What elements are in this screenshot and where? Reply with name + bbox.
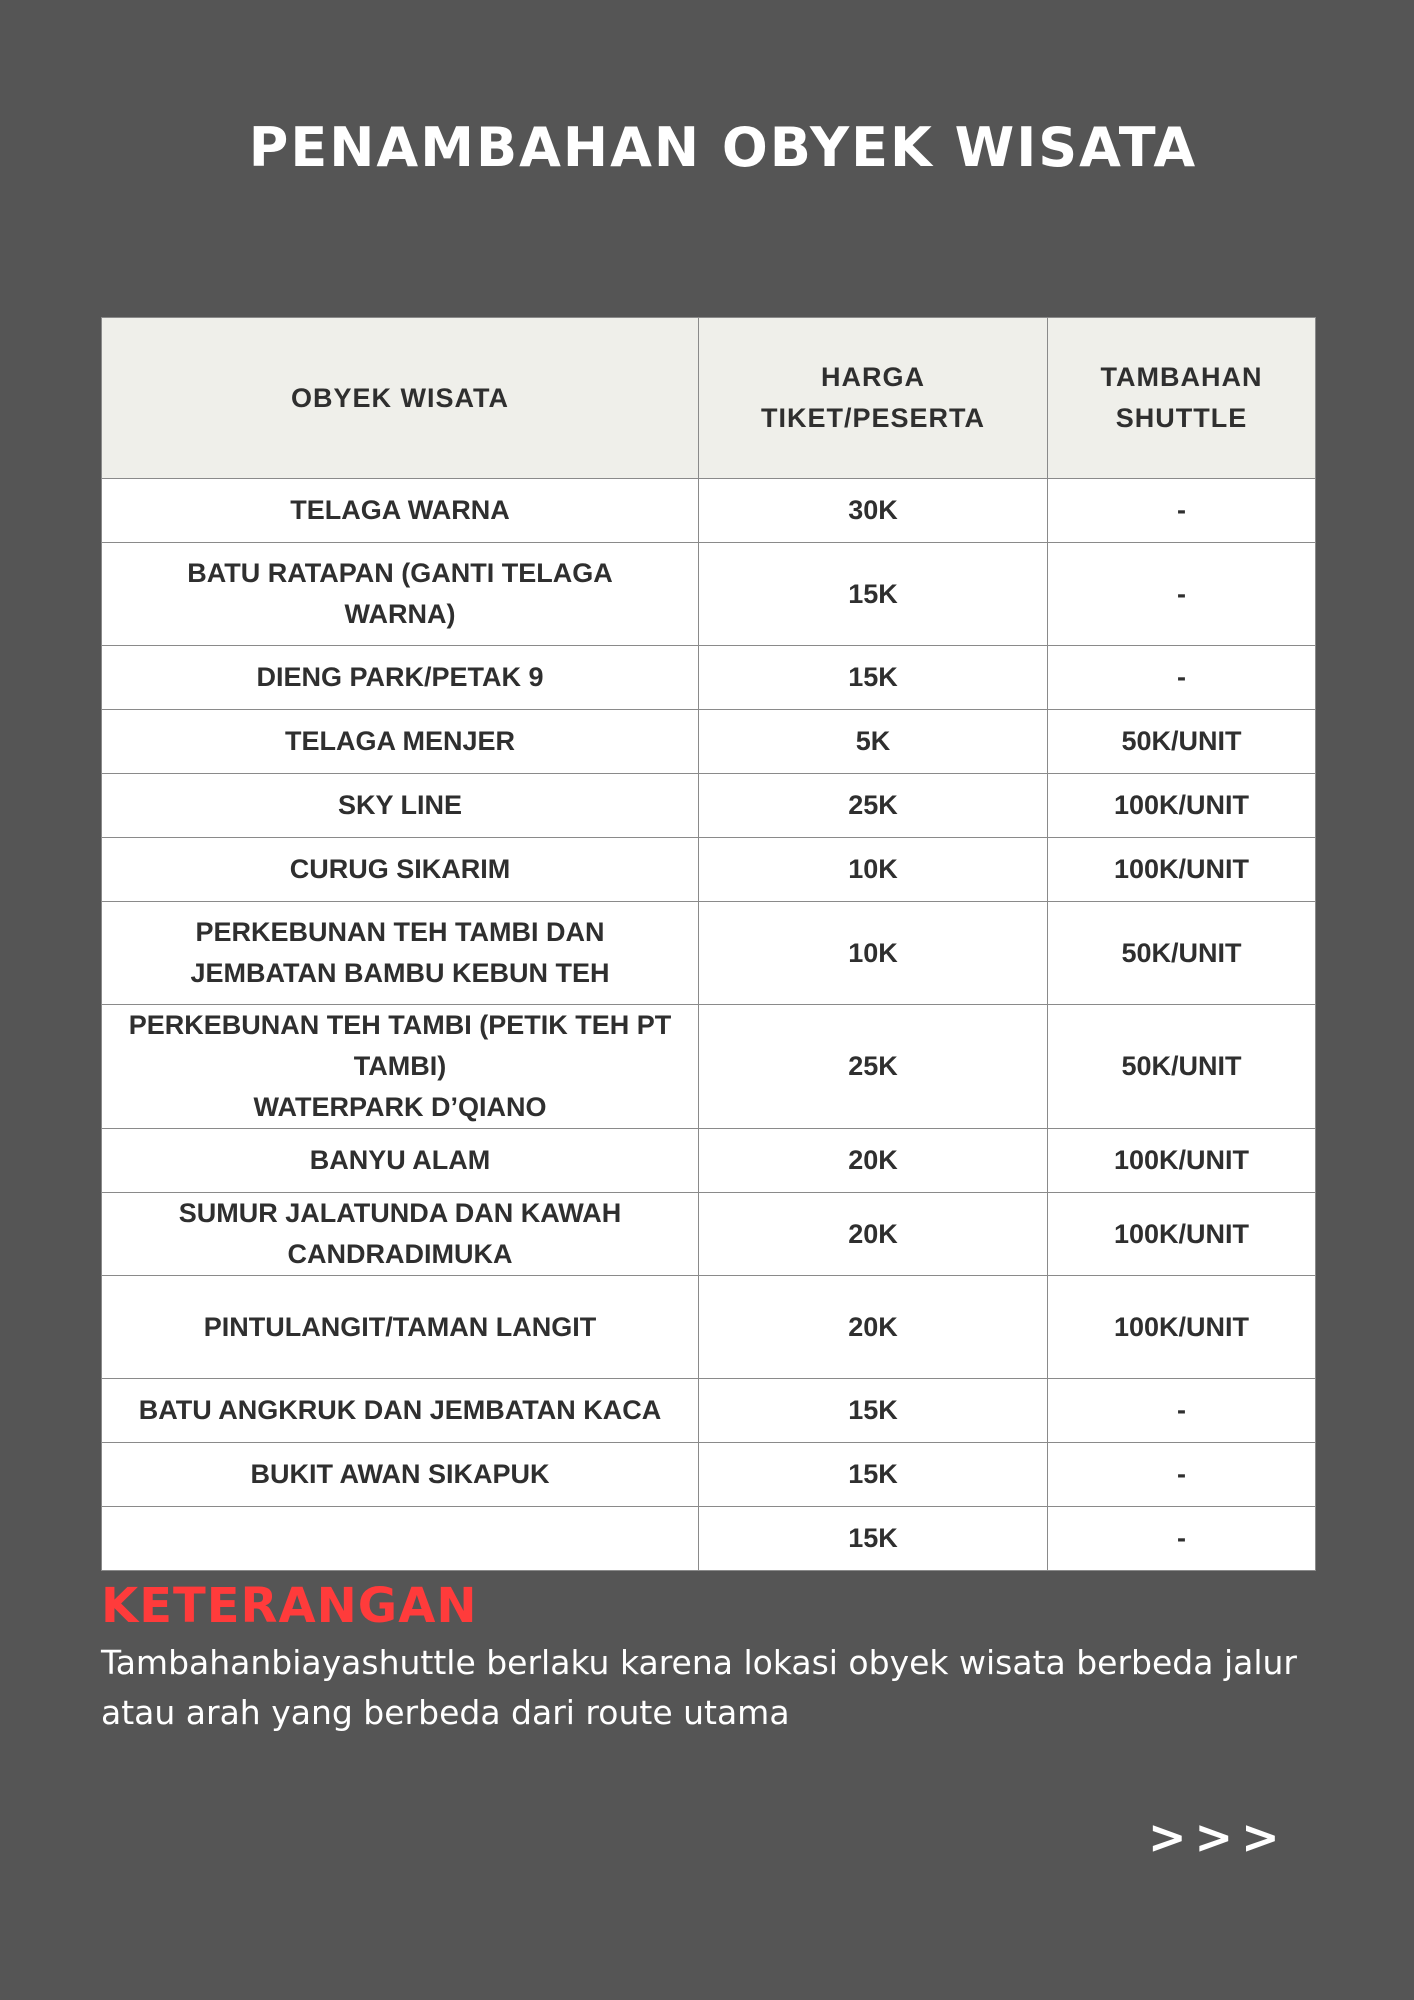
header-harga-tiket: HARGA TIKET/PESERTA (699, 318, 1048, 479)
cell-shuttle: - (1048, 479, 1316, 543)
cell-obyek: BUKIT AWAN SIKAPUK (102, 1443, 699, 1507)
cell-harga: 15K (699, 1379, 1048, 1443)
cell-shuttle: 50K/UNIT (1048, 902, 1316, 1005)
keterangan-text: Tambahanbiayashuttle berlaku karena lokasi obyek wisata berbeda jalur atau arah yang berbeda dari route utama (101, 1643, 1297, 1732)
cell-shuttle: 100K/UNIT (1048, 774, 1316, 838)
cell-shuttle: 100K/UNIT (1048, 1129, 1316, 1193)
cell-obyek: BATU ANGKRUK DAN JEMBATAN KACA (102, 1379, 699, 1443)
cell-shuttle: 100K/UNIT (1048, 838, 1316, 902)
cell-obyek: PERKEBUNAN TEH TAMBI DAN JEMBATAN BAMBU KEBUN TEH (102, 902, 699, 1005)
table-row (102, 838, 1316, 902)
cell-obyek: TELAGA WARNA (102, 479, 699, 543)
price-table (101, 317, 1316, 1571)
header-obyek-wisata: OBYEK WISATA (102, 318, 699, 479)
cell-harga: 15K (699, 1443, 1048, 1507)
cell-harga: 20K (699, 1276, 1048, 1379)
cell-obyek: SUMUR JALATUNDA DAN KAWAH CANDRADIMUKA (102, 1193, 699, 1276)
cell-shuttle: 50K/UNIT (1048, 710, 1316, 774)
cell-harga: 10K (699, 838, 1048, 902)
cell-harga: 25K (699, 1005, 1048, 1129)
table-row (102, 1129, 1316, 1193)
cell-shuttle: 100K/UNIT (1048, 1193, 1316, 1276)
cell-shuttle: - (1048, 1507, 1316, 1571)
cell-obyek: PINTULANGIT/TAMAN LANGIT (102, 1276, 699, 1379)
cell-obyek: PERKEBUNAN TEH TAMBI (PETIK TEH PT TAMBI) WATERPARK D’QIANO (102, 1005, 699, 1129)
cell-harga: 20K (699, 1193, 1048, 1276)
cell-obyek: BANYU ALAM (102, 1129, 699, 1193)
table-row (102, 774, 1316, 838)
cell-harga: 15K (699, 646, 1048, 710)
cell-harga: 15K (699, 1507, 1048, 1571)
table-row (102, 479, 1316, 543)
table-row (102, 1443, 1316, 1507)
table-row (102, 1379, 1316, 1443)
table-row (102, 543, 1316, 646)
cell-harga: 25K (699, 774, 1048, 838)
cell-shuttle: - (1048, 543, 1316, 646)
cell-shuttle: - (1048, 1379, 1316, 1443)
keterangan-heading: KETERANGAN (101, 1578, 478, 1634)
cell-harga: 30K (699, 479, 1048, 543)
header-tambahan-shuttle: TAMBAHAN SHUTTLE (1048, 318, 1316, 479)
cell-harga: 10K (699, 902, 1048, 1005)
cell-harga: 20K (699, 1129, 1048, 1193)
cell-shuttle: 50K/UNIT (1048, 1005, 1316, 1129)
table-header-row (102, 318, 1316, 479)
page-title: PENAMBAHAN OBYEK WISATA (248, 116, 1198, 179)
table-row (102, 710, 1316, 774)
table-row (102, 646, 1316, 710)
cell-obyek (102, 1507, 699, 1571)
cell-obyek: TELAGA MENJER (102, 710, 699, 774)
cell-shuttle: - (1048, 646, 1316, 710)
table-row (102, 902, 1316, 1005)
cell-shuttle: 100K/UNIT (1048, 1276, 1316, 1379)
cell-obyek: BATU RATAPAN (GANTI TELAGA WARNA) (102, 543, 699, 646)
cell-shuttle: - (1048, 1443, 1316, 1507)
cell-obyek: SKY LINE (102, 774, 699, 838)
cell-harga: 15K (699, 543, 1048, 646)
cell-harga: 5K (699, 710, 1048, 774)
cell-obyek: CURUG SIKARIM (102, 838, 699, 902)
cell-obyek: DIENG PARK/PETAK 9 (102, 646, 699, 710)
table-row (102, 1276, 1316, 1379)
table-row (102, 1005, 1316, 1129)
table-row (102, 1507, 1316, 1571)
table-row (102, 1193, 1316, 1276)
next-page-arrows[interactable]: >>> (1148, 1810, 1288, 1864)
